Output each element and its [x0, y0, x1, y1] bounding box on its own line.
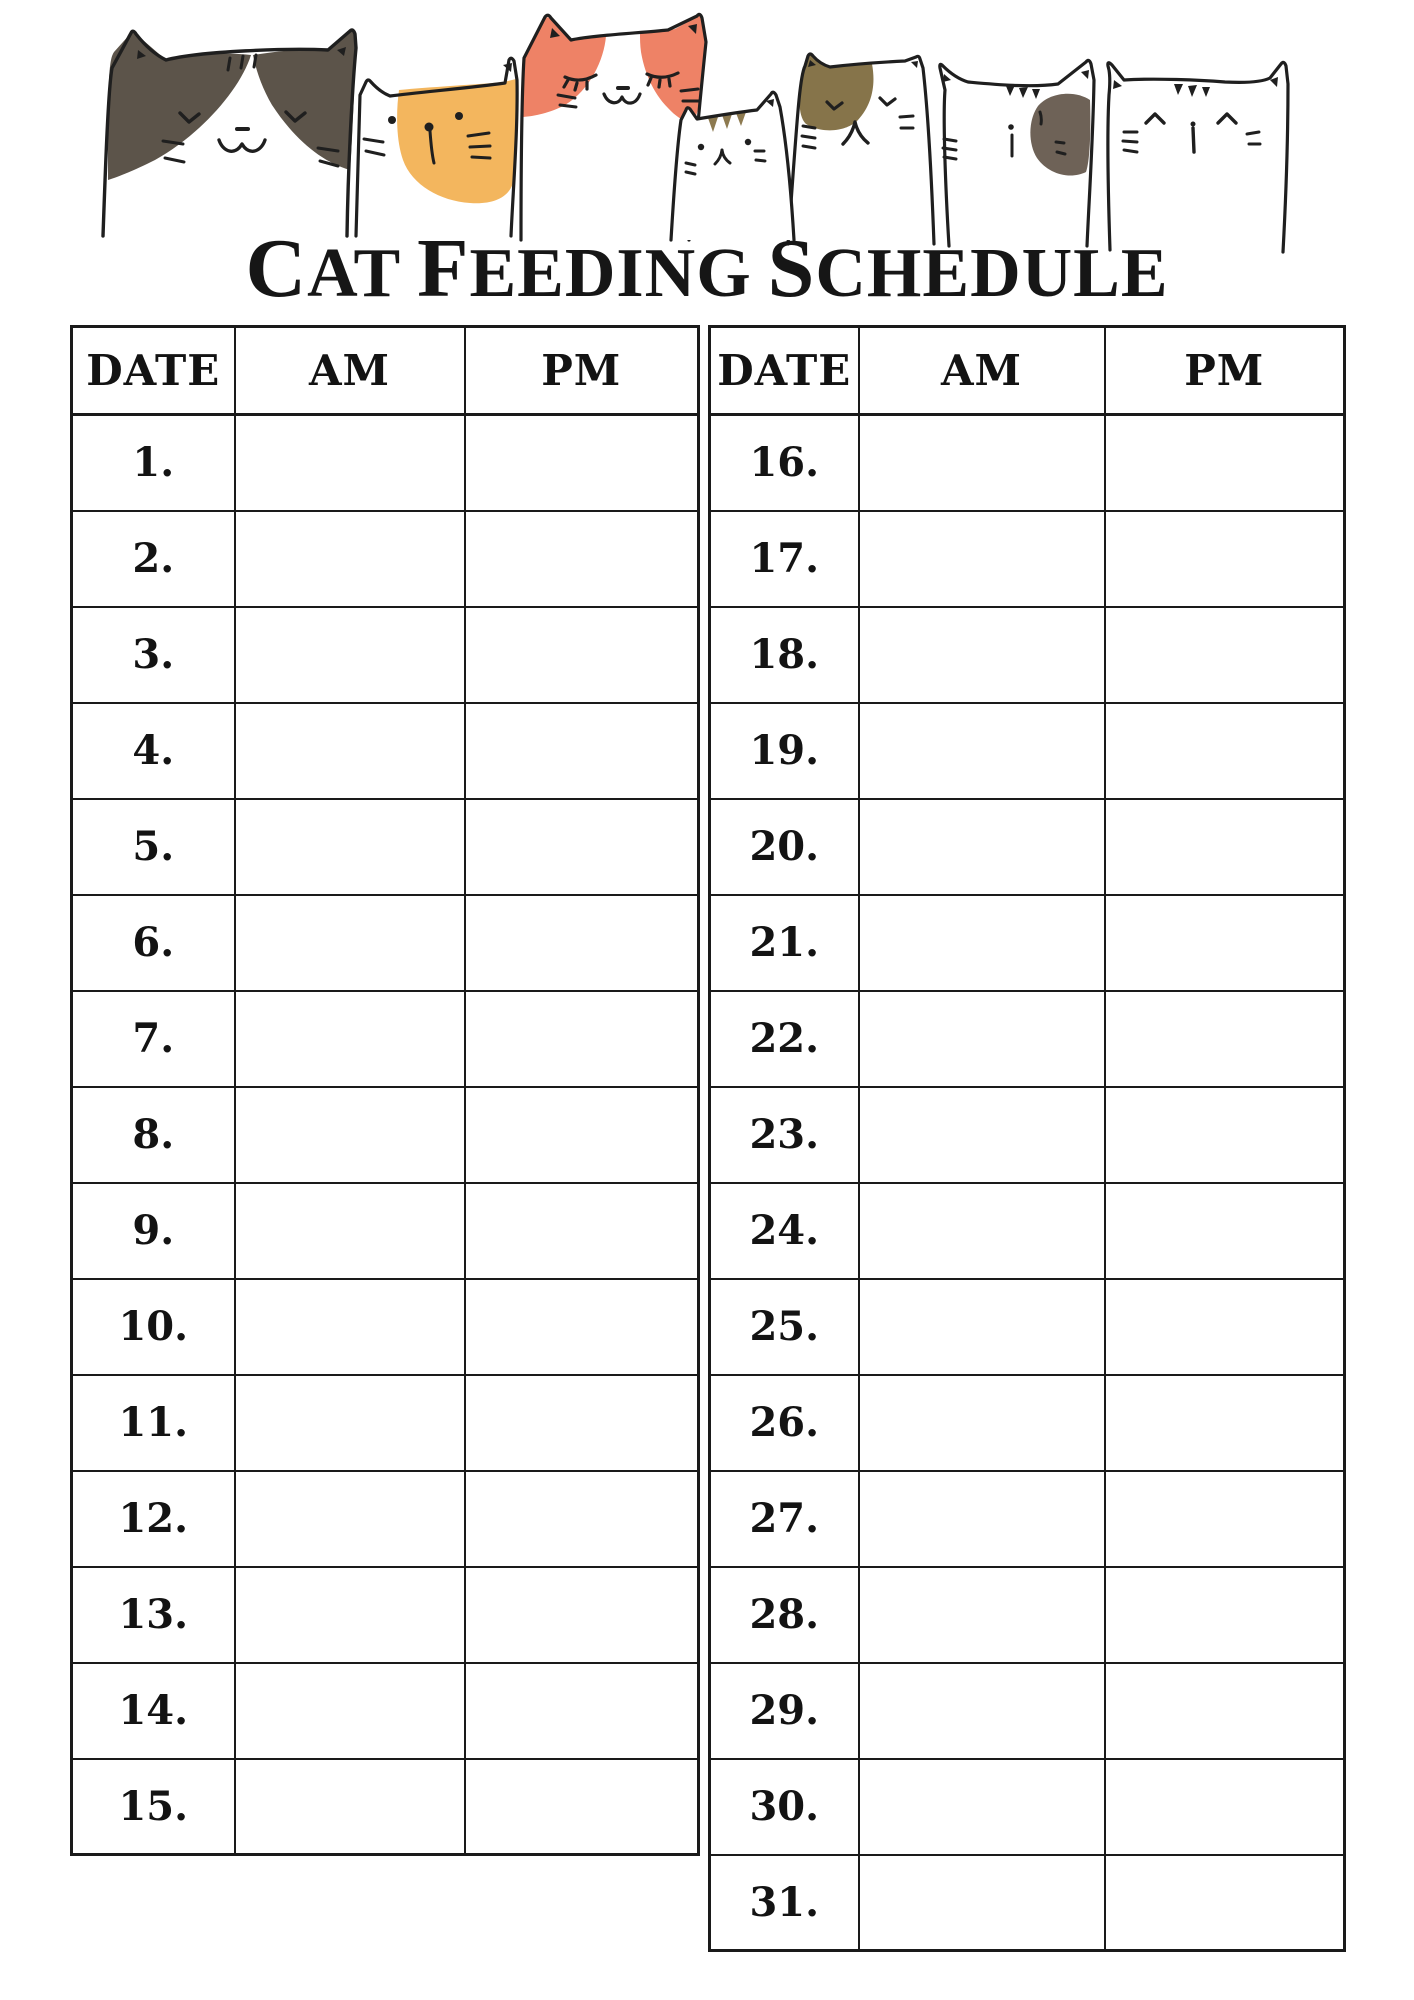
table-row — [710, 1663, 1345, 1759]
column-header-pm: PM — [465, 327, 699, 415]
date-cell-5: 5. — [72, 799, 235, 895]
table-row — [710, 1183, 1345, 1279]
pm-cell-31[interactable] — [1105, 1855, 1345, 1951]
cat-5-illustration — [788, 54, 934, 244]
pm-cell-26[interactable] — [1105, 1375, 1345, 1471]
am-cell-29[interactable] — [859, 1663, 1105, 1759]
pm-cell-5[interactable] — [465, 799, 699, 895]
table-row — [72, 991, 699, 1087]
date-cell-1: 1. — [72, 415, 235, 511]
pm-cell-2[interactable] — [465, 511, 699, 607]
am-cell-3[interactable] — [235, 607, 465, 703]
table-row — [710, 1375, 1345, 1471]
date-cell-17: 17. — [710, 511, 859, 607]
table-row — [710, 1279, 1345, 1375]
table-row — [710, 799, 1345, 895]
table-row — [710, 1567, 1345, 1663]
pm-cell-13[interactable] — [465, 1567, 699, 1663]
pm-cell-6[interactable] — [465, 895, 699, 991]
page-title-initial: S — [767, 222, 816, 315]
table-row — [72, 1567, 699, 1663]
pm-cell-10[interactable] — [465, 1279, 699, 1375]
date-cell-15: 15. — [72, 1759, 235, 1855]
date-cell-26: 26. — [710, 1375, 859, 1471]
table-row — [72, 1663, 699, 1759]
page-title-word — [245, 222, 402, 315]
date-cell-9: 9. — [72, 1183, 235, 1279]
table-row — [710, 415, 1345, 511]
date-cell-20: 20. — [710, 799, 859, 895]
table-row — [72, 1087, 699, 1183]
table-row — [72, 895, 699, 991]
am-cell-21[interactable] — [859, 895, 1105, 991]
pm-cell-25[interactable] — [1105, 1279, 1345, 1375]
date-cell-30: 30. — [710, 1759, 859, 1855]
date-cell-22: 22. — [710, 991, 859, 1087]
date-cell-27: 27. — [710, 1471, 859, 1567]
column-header-am: AM — [235, 327, 465, 415]
pm-cell-1[interactable] — [465, 415, 699, 511]
table-row — [72, 799, 699, 895]
page-title-rest: CHEDULE — [815, 235, 1169, 312]
table-row — [72, 511, 699, 607]
column-header-pm: PM — [1105, 327, 1345, 415]
pm-cell-24[interactable] — [1105, 1183, 1345, 1279]
pm-cell-9[interactable] — [465, 1183, 699, 1279]
date-cell-14: 14. — [72, 1663, 235, 1759]
am-cell-11[interactable] — [235, 1375, 465, 1471]
pm-cell-15[interactable] — [465, 1759, 699, 1855]
date-cell-21: 21. — [710, 895, 859, 991]
column-header-date: DATE — [72, 327, 235, 415]
am-cell-31[interactable] — [859, 1855, 1105, 1951]
pm-cell-28[interactable] — [1105, 1567, 1345, 1663]
pm-cell-27[interactable] — [1105, 1471, 1345, 1567]
pm-cell-18[interactable] — [1105, 607, 1345, 703]
pm-cell-3[interactable] — [465, 607, 699, 703]
am-cell-22[interactable] — [859, 991, 1105, 1087]
table-row — [72, 415, 699, 511]
am-cell-12[interactable] — [235, 1471, 465, 1567]
table-row — [710, 1087, 1345, 1183]
am-cell-23[interactable] — [859, 1087, 1105, 1183]
date-cell-10: 10. — [72, 1279, 235, 1375]
am-cell-28[interactable] — [859, 1567, 1105, 1663]
am-cell-7[interactable] — [235, 991, 465, 1087]
table-row — [710, 1855, 1345, 1951]
page-title-rest: AT — [307, 235, 402, 312]
table-row — [72, 1183, 699, 1279]
table-row — [72, 1759, 699, 1855]
date-cell-4: 4. — [72, 703, 235, 799]
header-row — [72, 327, 699, 415]
page-title-word — [767, 222, 1169, 315]
pm-cell-23[interactable] — [1105, 1087, 1345, 1183]
am-cell-13[interactable] — [235, 1567, 465, 1663]
page-title — [0, 222, 1414, 315]
am-cell-30[interactable] — [859, 1759, 1105, 1855]
date-cell-13: 13. — [72, 1567, 235, 1663]
am-cell-17[interactable] — [859, 511, 1105, 607]
pm-cell-19[interactable] — [1105, 703, 1345, 799]
pm-cell-29[interactable] — [1105, 1663, 1345, 1759]
am-cell-4[interactable] — [235, 703, 465, 799]
cat-4-illustration — [671, 92, 794, 240]
pm-cell-22[interactable] — [1105, 991, 1345, 1087]
table-row — [710, 1759, 1345, 1855]
table-row — [710, 607, 1345, 703]
date-cell-23: 23. — [710, 1087, 859, 1183]
pm-cell-20[interactable] — [1105, 799, 1345, 895]
date-cell-18: 18. — [710, 607, 859, 703]
table-row — [72, 1375, 699, 1471]
date-cell-2: 2. — [72, 511, 235, 607]
date-cell-6: 6. — [72, 895, 235, 991]
pm-cell-17[interactable] — [1105, 511, 1345, 607]
date-cell-25: 25. — [710, 1279, 859, 1375]
date-cell-16: 16. — [710, 415, 859, 511]
feeding-table-left — [70, 325, 700, 1856]
date-cell-24: 24. — [710, 1183, 859, 1279]
pm-cell-21[interactable] — [1105, 895, 1345, 991]
table-row — [72, 1471, 699, 1567]
am-cell-16[interactable] — [859, 415, 1105, 511]
table-row — [710, 991, 1345, 1087]
date-cell-19: 19. — [710, 703, 859, 799]
am-cell-10[interactable] — [235, 1279, 465, 1375]
cat-7-illustration — [1108, 62, 1288, 252]
page-title-initial: F — [417, 222, 470, 315]
pm-cell-30[interactable] — [1105, 1759, 1345, 1855]
table-row — [72, 1279, 699, 1375]
pm-cell-7[interactable] — [465, 991, 699, 1087]
am-cell-18[interactable] — [859, 607, 1105, 703]
am-cell-14[interactable] — [235, 1663, 465, 1759]
date-cell-29: 29. — [710, 1663, 859, 1759]
pm-cell-14[interactable] — [465, 1663, 699, 1759]
am-cell-25[interactable] — [859, 1279, 1105, 1375]
table-row — [710, 1471, 1345, 1567]
table-row — [72, 607, 699, 703]
am-cell-5[interactable] — [235, 799, 465, 895]
column-header-date: DATE — [710, 327, 859, 415]
cat-1-illustration — [103, 30, 356, 236]
column-header-am: AM — [859, 327, 1105, 415]
table-row — [72, 703, 699, 799]
page-title-rest: EEDING — [469, 235, 752, 312]
date-cell-28: 28. — [710, 1567, 859, 1663]
pm-cell-4[interactable] — [465, 703, 699, 799]
am-cell-9[interactable] — [235, 1183, 465, 1279]
pm-cell-16[interactable] — [1105, 415, 1345, 511]
am-cell-19[interactable] — [859, 703, 1105, 799]
am-cell-1[interactable] — [235, 415, 465, 511]
table-row — [710, 511, 1345, 607]
cat-6-illustration — [940, 60, 1094, 246]
date-cell-7: 7. — [72, 991, 235, 1087]
header-row — [710, 327, 1345, 415]
am-cell-8[interactable] — [235, 1087, 465, 1183]
date-cell-3: 3. — [72, 607, 235, 703]
pm-cell-8[interactable] — [465, 1087, 699, 1183]
cat-2-illustration — [356, 58, 517, 236]
am-cell-15[interactable] — [235, 1759, 465, 1855]
am-cell-26[interactable] — [859, 1375, 1105, 1471]
am-cell-20[interactable] — [859, 799, 1105, 895]
pm-cell-11[interactable] — [465, 1375, 699, 1471]
am-cell-27[interactable] — [859, 1471, 1105, 1567]
date-cell-31: 31. — [710, 1855, 859, 1951]
am-cell-24[interactable] — [859, 1183, 1105, 1279]
date-cell-8: 8. — [72, 1087, 235, 1183]
am-cell-2[interactable] — [235, 511, 465, 607]
pm-cell-12[interactable] — [465, 1471, 699, 1567]
am-cell-6[interactable] — [235, 895, 465, 991]
date-cell-12: 12. — [72, 1471, 235, 1567]
table-row — [710, 895, 1345, 991]
feeding-table-right — [708, 325, 1346, 1952]
page-title-word — [417, 222, 752, 315]
page-title-initial: C — [245, 222, 308, 315]
table-row — [710, 703, 1345, 799]
date-cell-11: 11. — [72, 1375, 235, 1471]
